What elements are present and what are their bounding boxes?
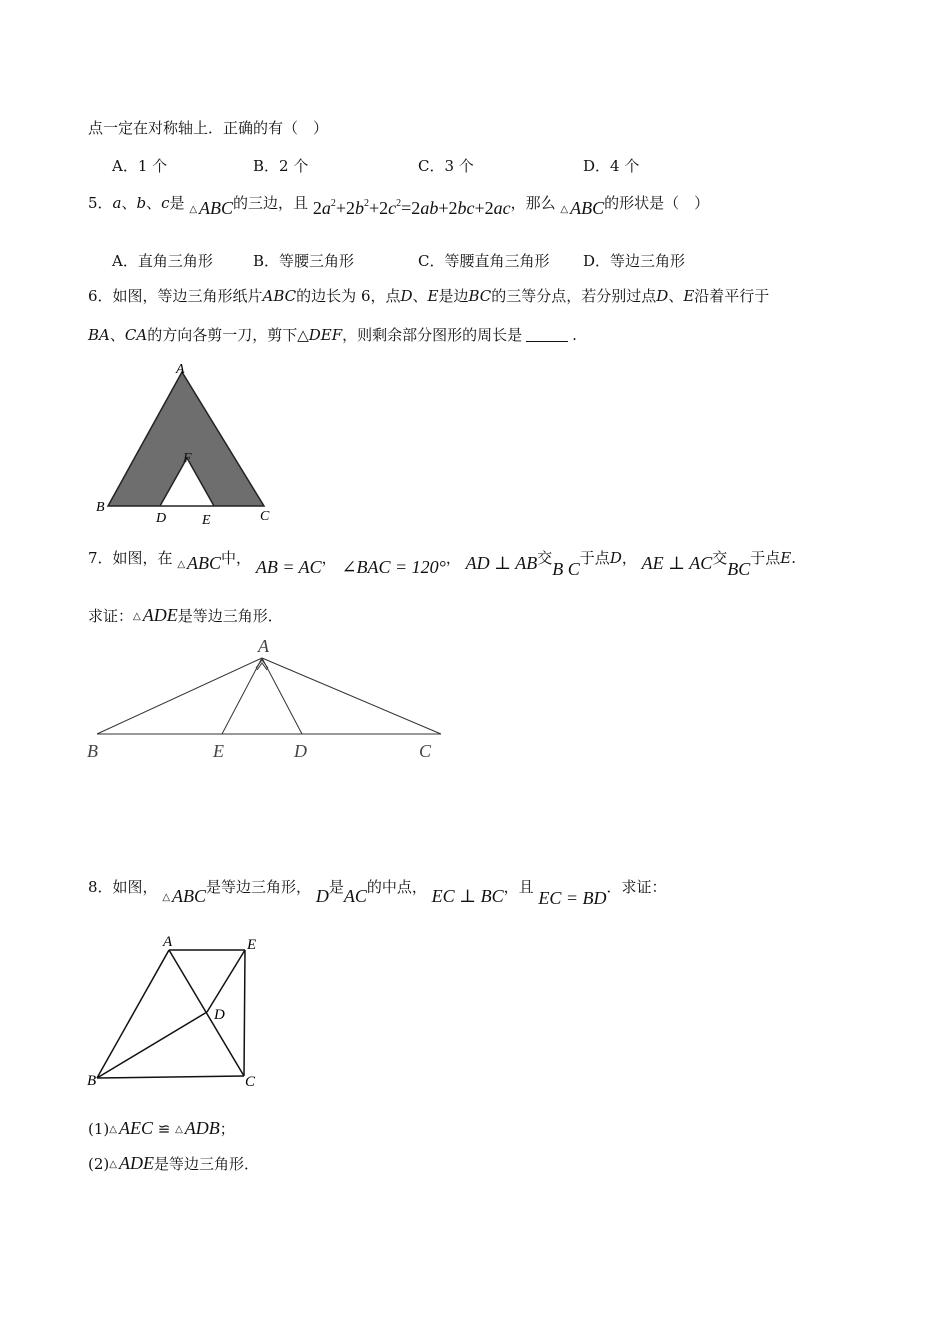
label-D: D [294, 741, 307, 761]
q4-stem: 点一定在对称轴上．正确的有（ ） [88, 119, 329, 137]
q5-option-c: C．等腰直角三角形 [418, 252, 550, 270]
label-E: E [247, 937, 257, 953]
q4-option-b: B．2 个 [253, 157, 309, 175]
q5-option-d: D．等边三角形 [583, 252, 686, 270]
q4-option-c: C．3 个 [418, 157, 474, 175]
q5-equation: $2a^2+2b^2+2c^2=2ab+2bc+2ac$ [312, 198, 511, 218]
label-F: F [183, 451, 192, 466]
label-E: E [213, 741, 224, 761]
triangle-icon: △ [177, 559, 186, 570]
label-C: C [419, 741, 432, 761]
q8-stem: 8．如图， △ ABC是等边三角形， D是AC的中点， EC ⊥ BC，且 EC = BD．求证： [88, 878, 667, 908]
label-B: B [87, 741, 98, 761]
q5-option-a: A．直角三角形 [112, 252, 213, 270]
q4-option-a: A．1 个 [112, 157, 168, 175]
triangle-icon: △ [109, 1159, 117, 1170]
q5-stem: 5．a、b、c是 △ ABC的三边，且 $2a^2+2b^2+2c^2=2ab+2bc+2ac$，那么 △ ABC的形状是（ ） [88, 194, 710, 218]
label-B: B [96, 500, 105, 515]
label-B: B [87, 1073, 97, 1089]
q7-stem: 7．如图，在 △ ABC中， AB = AC， ∠BAC = 120°， AD ⊥ AB交B C于点D， AE ⊥ AC交BC于点E. [88, 549, 797, 579]
triangle-icon: △ [109, 1124, 117, 1135]
q8-part2: (2)△ ADE是等边三角形． [88, 1153, 259, 1173]
label-A: A [258, 636, 269, 656]
q8-part1: (1)△ AEC ≌ △ ADB； [88, 1118, 235, 1138]
q8-figure [85, 928, 285, 1098]
q7-figure [85, 630, 455, 770]
label-A: A [163, 934, 173, 950]
q4-option-d: D．4 个 [583, 157, 640, 175]
label-D: D [156, 511, 167, 526]
q7-prove: 求证：△ ADE是等边三角形． [88, 605, 283, 625]
label-E: E [202, 513, 211, 528]
q6-figure [90, 360, 290, 530]
q6-stem-line2: BA、CA的方向各剪一刀，剪下△DEF，则剩余部分图形的周长是 . [88, 326, 577, 344]
label-C: C [260, 509, 270, 524]
label-D: D [214, 1007, 225, 1023]
q6-stem-line1: 6．如图，等边三角形纸片ABC的边长为 6，点D、E是边BC的三等分点，若分别过点D、E沿着平行于 [88, 287, 770, 305]
triangle-icon: △ [133, 611, 141, 622]
cut-paper-shape [108, 372, 264, 506]
label-A: A [176, 362, 185, 377]
triangle-icon: △ [175, 1124, 183, 1135]
q5-option-b: B．等腰三角形 [253, 252, 355, 270]
angle-icon: ∠ [341, 557, 357, 577]
label-C: C [245, 1074, 256, 1090]
triangle-icon: △ [560, 204, 569, 215]
triangle-icon: △ [189, 204, 198, 215]
triangle-icon: △ [162, 892, 171, 903]
answer-blank [526, 327, 568, 342]
